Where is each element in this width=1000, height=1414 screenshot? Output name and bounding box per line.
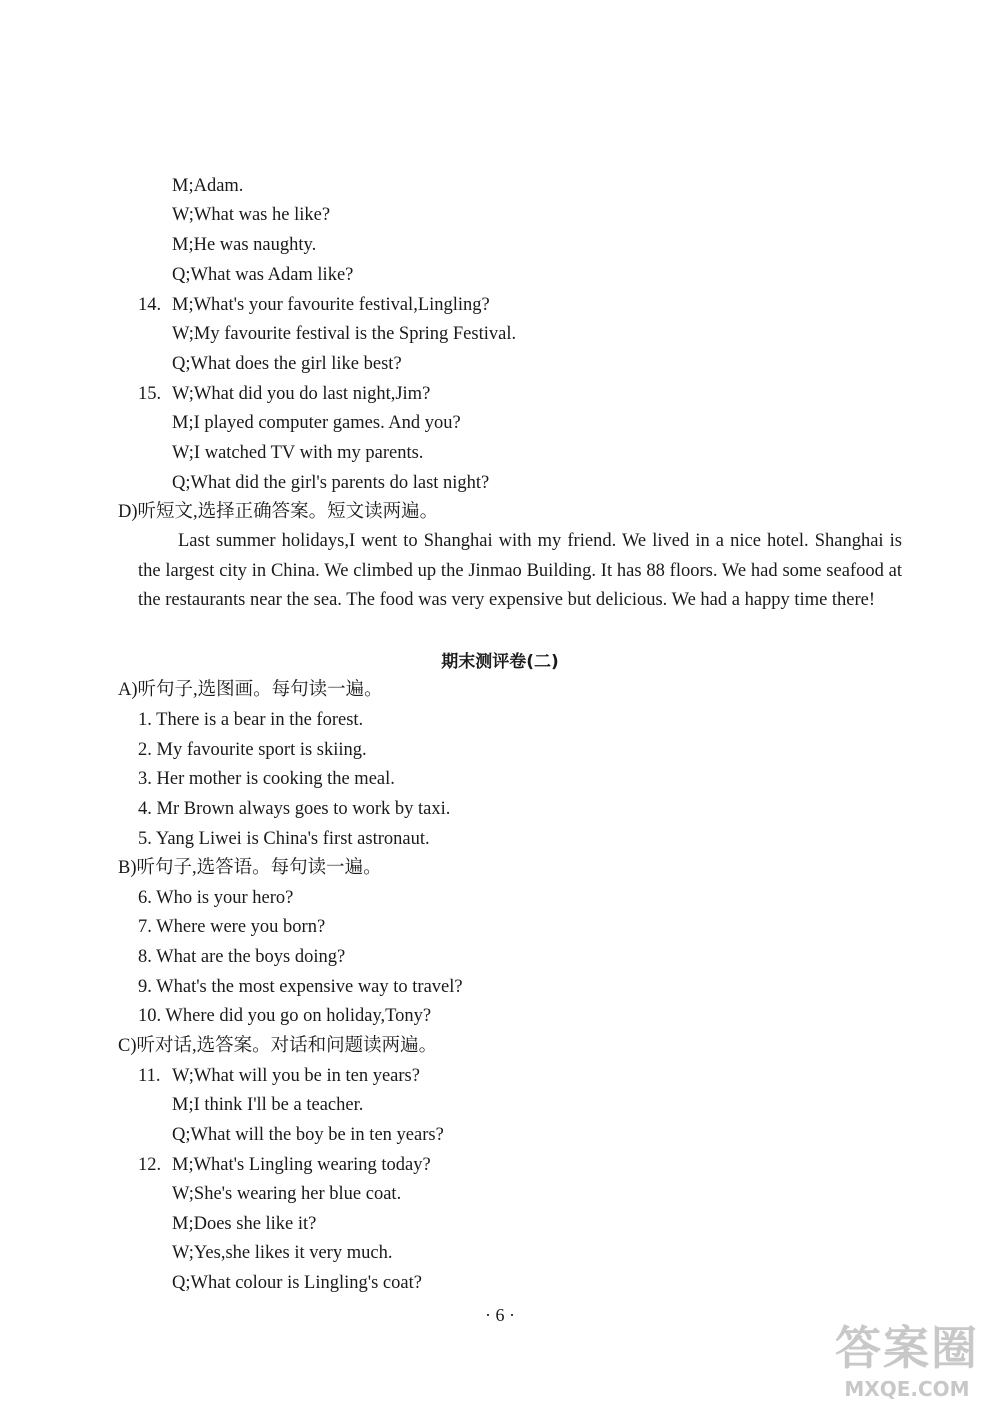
dialogue-line: Q;What colour is Lingling's coat? xyxy=(172,1273,422,1293)
dialogue-line: Q;What was Adam like? xyxy=(172,265,354,285)
section-a-instruction: A)听句子,选图画。每句读一遍。 xyxy=(118,680,383,700)
sentence-item: 9. What's the most expensive way to travel? xyxy=(138,977,463,997)
sentence-item: 8. What are the boys doing? xyxy=(138,947,346,967)
dialogue-line: M;He was naughty. xyxy=(172,235,317,255)
dialogue-line: W;What was he like? xyxy=(172,205,331,225)
sentence-item: 5. Yang Liwei is China's first astronaut. xyxy=(138,829,430,849)
dialogue-line: W;My favourite festival is the Spring Festival. xyxy=(172,324,517,344)
sentence-item: 1. There is a bear in the forest. xyxy=(138,710,364,730)
dialogue-item-15: 15. W;What did you do last night,Jim? xyxy=(138,384,431,404)
sentence-item: 7. Where were you born? xyxy=(138,917,326,937)
watermark-text: 答案圈 xyxy=(835,1321,979,1375)
dialogue-line: Q;What will the boy be in ten years? xyxy=(172,1125,444,1145)
page-number: · 6 · xyxy=(485,1305,515,1325)
dialogue-line: M;I think I'll be a teacher. xyxy=(172,1095,364,1115)
sentence-item: 2. My favourite sport is skiing. xyxy=(138,740,367,760)
section-b-instruction: B)听句子,选答语。每句读一遍。 xyxy=(118,858,382,878)
dialogue-line: W;I watched TV with my parents. xyxy=(172,443,424,463)
item-number: 12. xyxy=(138,1155,162,1175)
dialogue-line: M;Adam. xyxy=(172,176,244,196)
dialogue-line: W;Yes,she likes it very much. xyxy=(172,1243,393,1263)
exam-title: 期末测评卷(二) xyxy=(441,652,559,672)
watermark-logo xyxy=(822,1320,992,1410)
dialogue-line: Q;What did the girl's parents do last night? xyxy=(172,473,490,493)
sentence-item: 6. Who is your hero? xyxy=(138,888,294,908)
item-number: 14. xyxy=(138,295,162,315)
dialogue-item-12: 12. M;What's Lingling wearing today? xyxy=(138,1155,431,1175)
dialogue-line: M;I played computer games. And you? xyxy=(172,413,461,433)
sentence-item: 3. Her mother is cooking the meal. xyxy=(138,769,395,789)
dialogue-line: Q;What does the girl like best? xyxy=(172,354,402,374)
item-number: 11. xyxy=(138,1066,161,1086)
sentence-item: 4. Mr Brown always goes to work by taxi. xyxy=(138,799,451,819)
listening-passage: Last summer holidays,I went to Shanghai with my friend. We lived in a nice hotel. Shanghai is the largest city in China. We climbed up the Jinmao Building. It has 88 floors. We had some seafood at the restaurants near the sea. The food was very expensive but delicious. We had a happy time there! xyxy=(138,531,902,611)
watermark-url: MXQE.COM xyxy=(844,1377,970,1401)
sentence-item: 10. Where did you go on holiday,Tony? xyxy=(138,1006,432,1026)
section-c-instruction: C)听对话,选答案。对话和问题读两遍。 xyxy=(118,1036,438,1056)
dialogue-line: W;She's wearing her blue coat. xyxy=(172,1184,402,1204)
dialogue-item-11: 11. W;What will you be in ten years? xyxy=(138,1066,420,1086)
section-d-instruction: D)听短文,选择正确答案。短文读两遍。 xyxy=(118,502,439,522)
item-number: 15. xyxy=(138,384,162,404)
dialogue-item-14: 14. M;What's your favourite festival,Lingling? xyxy=(138,295,490,315)
dialogue-line: M;Does she like it? xyxy=(172,1214,317,1234)
